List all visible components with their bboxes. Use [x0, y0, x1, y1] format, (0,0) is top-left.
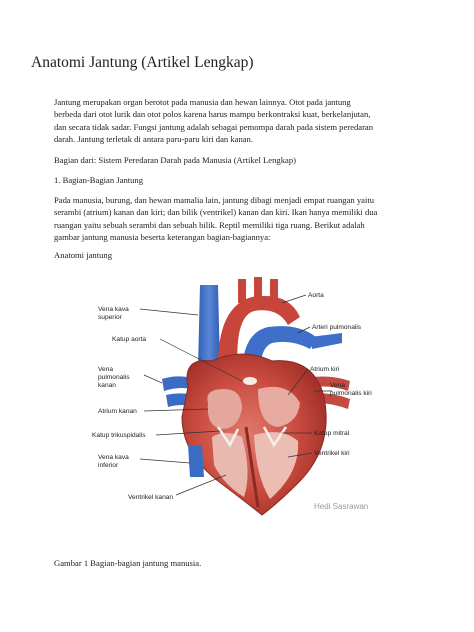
katup-aorta-shape [243, 377, 257, 385]
label-vena-kava-superior: Vena kava [98, 306, 129, 313]
intro-line: darah. Jantung terletak di antara paru-paru kiri dan kanan. [54, 134, 254, 145]
intro-line: berbeda dari otot lurik dan otot polos karena harus mampu berkontraksi kuat, berkelanjutan, [54, 109, 371, 120]
label-vena-pulmonalis-kiri: pulmonalis kiri [330, 390, 372, 397]
label-atrium-kiri: Atrium kiri [310, 366, 340, 373]
figure-intro: Anatomi jantung [54, 250, 112, 260]
label-ventrikel-kiri: Ventrikel kiri [314, 450, 350, 457]
chambers-line: gambar jantung manusia beserta keterangan bagian-bagiannya: [54, 232, 271, 243]
related-article-text: Bagian dari: Sistem Peredaran Darah pada Manusia (Artikel Lengkap) [54, 155, 296, 165]
label-ventrikel-kanan: Ventrikel kanan [128, 494, 174, 501]
vena-kava-inferior-shape [188, 445, 204, 477]
document-title: Anatomi Jantung (Artikel Lengkap) [31, 54, 254, 71]
label-vena-kava-inferior: inferior [98, 462, 119, 469]
label-arteri-pulmonalis: Arteri pulmonalis [312, 324, 362, 331]
figure-caption: Gambar 1 Bagian-bagian jantung manusia. [54, 558, 202, 568]
label-vena-kava-inferior: Vena kava [98, 454, 129, 461]
chambers-line: serambi (atrium) kanan dan kiri; dan bilik (ventrikel) kanan dan kiri. Ikan hanya memiliki dua [54, 207, 378, 218]
label-vena-pulmonalis-kanan: Vena [98, 366, 114, 373]
heart-anatomy-figure [92, 277, 386, 535]
chambers-line: Pada manusia, burung, dan hewan mamalia lain, jantung dibagi menjadi empat ruangan yaitu [54, 195, 375, 205]
figure-watermark: Hedi Sasrawan [314, 502, 369, 511]
label-aorta: Aorta [308, 292, 324, 299]
label-vena-pulmonalis-kanan: pulmonalis [98, 374, 130, 381]
intro-paragraph [54, 96, 454, 146]
label-vena-pulmonalis-kanan: kanan [98, 382, 116, 389]
intro-line: dan secara tidak sadar. Fungsi jantung adalah sebagai pemompa darah pada sistem peredaran [54, 121, 374, 132]
section-heading: 1. Bagian-Bagian Jantung [54, 175, 144, 185]
label-vena-pulmonalis-kiri: Vena [330, 382, 346, 389]
intro-line: Jantung merupakan organ berotot pada manusia dan hewan lainnya. Otot pada jantung [54, 97, 351, 107]
chambers-line: ruangan yaitu sebuah serambi dan sebuah bilik. Reptil memiliki tiga ruang. Berikut adalah [54, 219, 365, 230]
label-atrium-kanan: Atrium kanan [98, 408, 137, 415]
chambers-paragraph [54, 194, 454, 244]
label-vena-kava-superior: superior [98, 314, 122, 321]
label-katup-aorta: Katup aorta [112, 336, 147, 343]
vena-kava-superior-shape [198, 285, 220, 369]
label-katup-trikuspidalis: Katup trikuspidalis [92, 432, 146, 439]
label-katup-mitral: Katup mitral [314, 430, 350, 437]
